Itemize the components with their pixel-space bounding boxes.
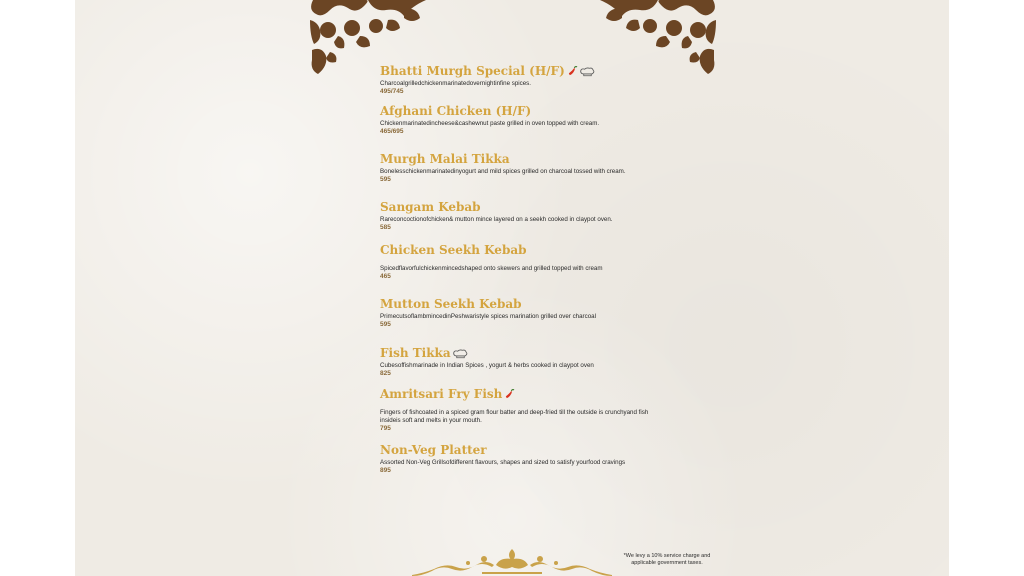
note-line: applicable government taxes.: [631, 560, 703, 566]
menu-item: [380, 152, 650, 184]
dish-price: 585: [380, 224, 391, 231]
dish-price: 465: [380, 273, 391, 280]
chef-hat-icon: [453, 349, 468, 359]
menu-item: [380, 346, 650, 378]
bottom-ornament: [412, 545, 612, 576]
dish-price: 595: [380, 321, 391, 328]
dish-name: Bhatti Murgh Special (H/F): [380, 64, 650, 78]
menu-item: [380, 104, 650, 136]
dish-description: Spicedflavorfulchickenmincedshaped onto skewers and grilled topped with cream: [380, 265, 603, 272]
dish-name: Mutton Seekh Kebab: [380, 297, 522, 311]
chili-icon: [567, 66, 578, 77]
dish-price: 895: [380, 467, 391, 474]
dish-name: Afghani Chicken (H/F): [380, 104, 532, 118]
service-charge-note: [613, 553, 721, 567]
menu-item: [380, 200, 650, 232]
dish-price: 825: [380, 370, 391, 377]
dish-description: Cubesoffishmarinade in Indian Spices , yogurt & herbs cooked in claypot oven: [380, 362, 594, 369]
dish-description: Chickenmarinatedincheese&cashewnut paste grilled in oven topped with cream.: [380, 120, 600, 127]
menu-item: [380, 243, 650, 281]
dish-price: 495/745: [380, 88, 404, 95]
dish-description: PrimecutsoflambmincedinPeshwaristyle spices marination grilled over charcoal: [380, 313, 596, 320]
menu-item: [380, 297, 650, 329]
dish-description: Bonelesschickenmarinatedinyogurt and mild spices grilled on charcoal tossed with cream.: [380, 168, 626, 175]
dish-name: Amritsari Fry Fish: [380, 387, 650, 401]
dish-name: Non-Veg Platter: [380, 443, 487, 457]
dish-description: Rareconcoctionofchicken& mutton mince layered on a seekh cooked in claypot oven.: [380, 216, 613, 223]
chili-icon: [504, 389, 515, 400]
dish-description: Assorted Non-Veg Grillsofdifferent flavours, shapes and sized to satisfy yourfood cravings: [380, 459, 626, 466]
dish-name: Fish Tikka: [380, 346, 650, 360]
dish-description: Charcoalgrilledchickenmarinatedovernightinfine spices.: [380, 80, 531, 87]
menu-item: [380, 443, 650, 475]
menu-item: [380, 387, 650, 433]
dish-name: Sangam Kebab: [380, 200, 481, 214]
note-line: *We levy a 10% service charge and: [623, 553, 711, 559]
chef-hat-icon: [580, 67, 595, 77]
dish-price: 795: [380, 425, 391, 432]
dish-price: 595: [380, 176, 391, 183]
dish-description: Fingers of fishcoated in a spiced gram flour batter and deep-fried till the outside is crunchyand fish insideis soft and melts in your mouth.: [380, 409, 649, 424]
menu-item: [380, 64, 650, 96]
dish-name: Murgh Malai Tikka: [380, 152, 510, 166]
dish-price: 465/695: [380, 128, 404, 135]
dish-name: Chicken Seekh Kebab: [380, 243, 527, 257]
